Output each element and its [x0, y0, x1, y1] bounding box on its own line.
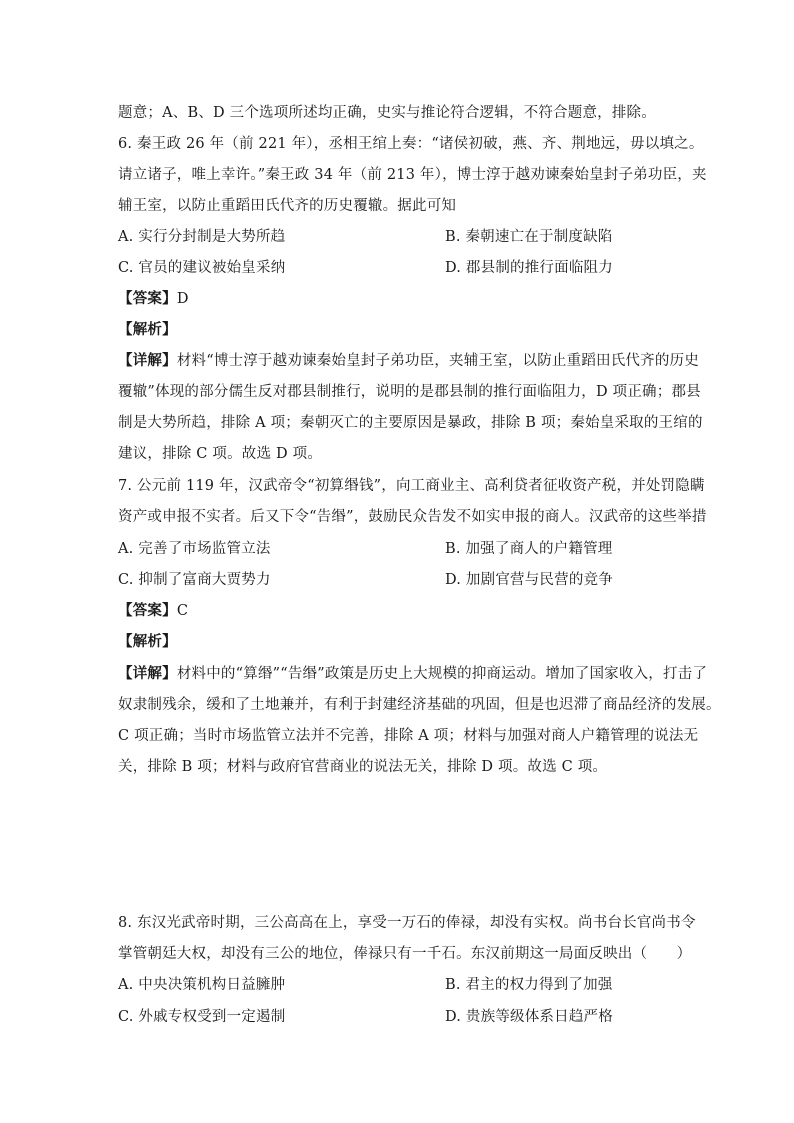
detail-line	[118, 664, 708, 684]
option-a: A. 实行分封制是大势所趋	[118, 229, 286, 245]
detail-text: 材料“博士淳于越劝谏秦始皇封子弟功臣，夹辅王室，以防止重蹈田氏代齐的历史	[176, 353, 699, 369]
analysis-label	[118, 632, 678, 652]
detail-text: 材料中的“算缗”“告缗”政策是历史上大规模的抑商运动。增加了国家收入，打击了	[176, 666, 708, 682]
answer-value: D	[176, 291, 189, 307]
question-stem-line: 请立诸子，唯上幸许。”秦王政 34 年（前 213 年），博士淳于越劝谏秦始皇封子弟功臣，夹	[118, 167, 707, 183]
intro-line: 题意；A、B、D 三个选项所述均正确，史实与推论符合逻辑，不符合题意，排除。	[118, 105, 656, 121]
detail-line: C 项正确；当时市场监管立法并不完善，排除 A 项；材料与加强对商人户籍管理的说法无	[118, 728, 699, 744]
option-d: D. 加剧官营与民营的竞争	[445, 572, 613, 588]
option-b: B. 秦朝速亡在于制度缺陷	[445, 229, 613, 245]
question-stem-line: 6. 秦王政 26 年（前 221 年），丞相王绾上奏：“诸侯初破，燕、齐、荆地远，毋以填之。	[118, 136, 704, 152]
detail-label: 【详解】	[118, 665, 177, 682]
analysis-label	[118, 320, 678, 340]
answer-line	[118, 601, 678, 621]
option-c: C. 官员的建议被始皇采纳	[118, 260, 286, 276]
option-d: D. 郡县制的推行面临阻力	[445, 260, 613, 276]
question-stem-line: 掌管朝廷大权，却没有三公的地位，俸禄只有一千石。东汉前期这一局面反映出（ ）	[118, 946, 692, 962]
detail-line	[118, 351, 699, 371]
option-b: B. 君主的权力得到了加强	[445, 977, 613, 993]
answer-label: 【答案】	[118, 290, 177, 307]
detail-line: 奴隶制残余，缓和了土地兼并，有利于封建经济基础的巩固，但是也迟滞了商品经济的发展。	[118, 697, 721, 713]
detail-label: 【详解】	[118, 352, 177, 369]
answer-value: C	[176, 603, 189, 619]
question-stem-line: 7. 公元前 119 年，汉武帝令“初算缗钱”，向工商业主、高利贷者征收资产税，并处罚隐瞒	[118, 478, 705, 494]
analysis-label-text: 【解析】	[118, 321, 177, 338]
question-stem-line: 资产或申报不实者。后又下令“告缗”，鼓励民众告发不如实申报的商人。汉武帝的这些举措	[118, 509, 707, 525]
option-c: C. 抑制了富商大贾势力	[118, 572, 271, 588]
analysis-label-text: 【解析】	[118, 633, 177, 650]
option-a: A. 中央决策机构日益臃肿	[118, 977, 286, 993]
detail-line: 关，排除 B 项；材料与政府官营商业的说法无关，排除 D 项。故选 C 项。	[118, 759, 608, 775]
option-a: A. 完善了市场监管立法	[118, 541, 271, 557]
question-stem-line: 8. 东汉光武帝时期，三公高高在上，享受一万石的俸禄，却没有实权。尚书台长官尚书令	[118, 915, 696, 931]
detail-line: 覆辙”体现的部分儒生反对郡县制推行，说明的是郡县制的推行面临阻力，D 项正确；郡县	[118, 384, 701, 400]
answer-line	[118, 289, 678, 309]
option-b: B. 加强了商人的户籍管理	[445, 541, 613, 557]
detail-line: 制是大势所趋，排除 A 项；秦朝灭亡的主要原因是暴政，排除 B 项；秦始皇采取的王绾的	[118, 415, 703, 431]
answer-label: 【答案】	[118, 602, 177, 619]
option-c: C. 外戚专权受到一定遏制	[118, 1009, 286, 1025]
detail-line: 建议，排除 C 项。故选 D 项。	[118, 446, 323, 462]
option-d: D. 贵族等级体系日趋严格	[445, 1009, 613, 1025]
question-stem-line: 辅王室，以防止重蹈田氏代齐的历史覆辙。据此可知	[118, 198, 457, 214]
